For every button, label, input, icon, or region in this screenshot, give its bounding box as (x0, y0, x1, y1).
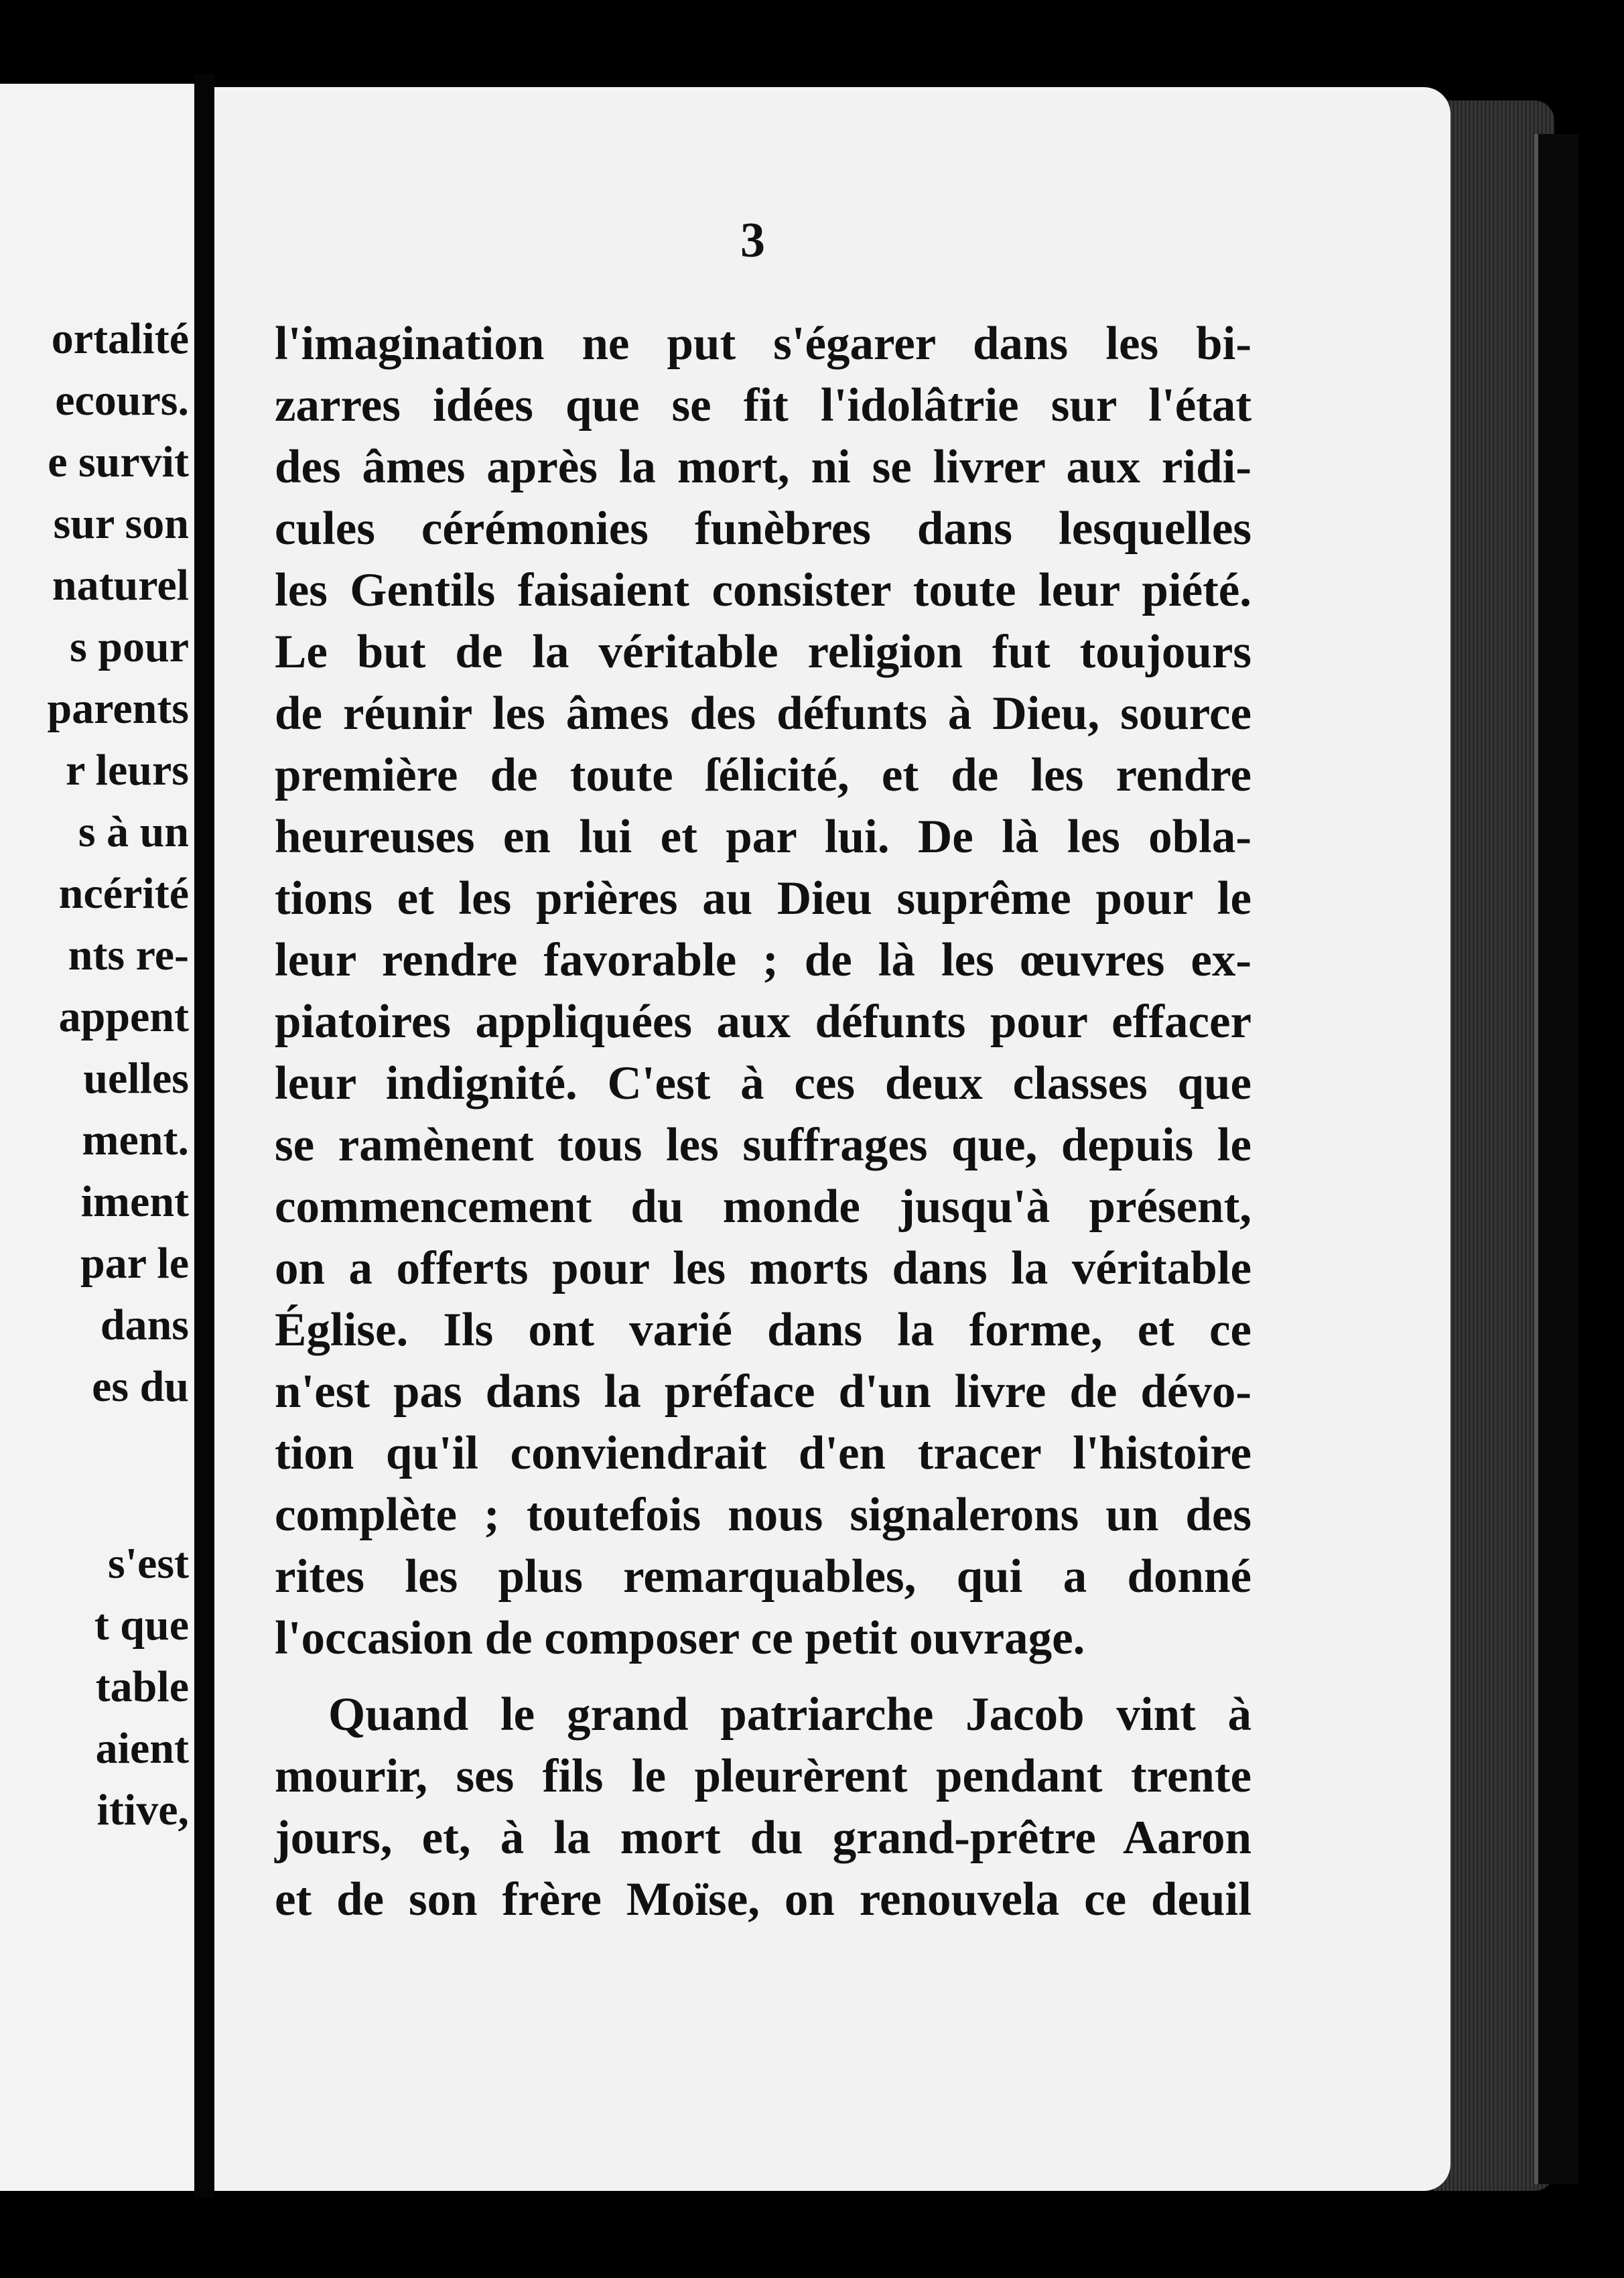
text-line: complète ; toutefois nous signalerons un des (275, 1489, 1251, 1541)
text-line: zarres idées que se fit l'idolâtrie sur l'état (275, 379, 1251, 431)
left-fragment: nts re- (68, 931, 189, 980)
text-line: et de son frère Moïse, on renouvela ce deuil (275, 1873, 1251, 1926)
left-fragment: iment (80, 1177, 189, 1226)
book-cover-edge (1534, 134, 1578, 2184)
text-line: leur indignité. C'est à ces deux classes que (275, 1057, 1251, 1110)
left-fragment: s'est (108, 1539, 189, 1588)
text-line: n'est pas dans la préface d'un livre de dévo- (275, 1365, 1251, 1418)
left-fragment: dans (100, 1300, 189, 1349)
left-fragment: ncérité (58, 869, 189, 918)
left-fragment: par le (80, 1239, 189, 1288)
left-fragment: itive, (96, 1786, 189, 1834)
text-line: tion qu'il conviendrait d'en tracer l'histoire (275, 1427, 1251, 1479)
text-line: on a offerts pour les morts dans la véritable (275, 1242, 1251, 1294)
left-fragment: ortalité (51, 314, 189, 363)
left-fragment: e survit (48, 438, 189, 486)
text-line: heureuses en lui et par lui. De là les obla- (275, 811, 1251, 863)
text-line: Quand le grand patriarche Jacob vint à (328, 1688, 1251, 1741)
text-line: Église. Ils ont varié dans la forme, et ce (275, 1304, 1251, 1356)
text-line: piatoires appliquées aux défunts pour effacer (275, 996, 1251, 1048)
left-fragment: appent (58, 992, 189, 1041)
text-line: Le but de la véritable religion fut toujours (275, 626, 1251, 678)
left-fragment: s pour (70, 622, 189, 671)
left-fragment: ment. (82, 1116, 189, 1164)
book-gutter (194, 74, 214, 2198)
left-fragment: s à un (78, 807, 189, 856)
text-line: leur rendre favorable ; de là les œuvres ex- (275, 934, 1251, 986)
text-line: rites les plus remarquables, qui a donné (275, 1550, 1251, 1603)
left-fragment: table (95, 1662, 189, 1711)
left-fragment: es du (92, 1362, 189, 1411)
left-fragment: parents (47, 684, 189, 733)
text-line: les Gentils faisaient consister toute leur piété. (275, 564, 1251, 616)
page-number: 3 (740, 213, 765, 268)
text-line: jours, et, à la mort du grand-prêtre Aaron (275, 1812, 1251, 1864)
text-line: commencement du monde jusqu'à présent, (275, 1181, 1251, 1233)
text-line: de réunir les âmes des défunts à Dieu, source (275, 687, 1251, 740)
text-line: cules cérémonies funèbres dans lesquelles (275, 503, 1251, 555)
left-fragment: naturel (52, 561, 189, 610)
left-fragment: t que (94, 1601, 189, 1650)
text-line: se ramènent tous les suffrages que, depuis le (275, 1119, 1251, 1171)
left-fragment: uelles (83, 1054, 189, 1103)
left-fragment: r leurs (66, 746, 189, 795)
previous-page (0, 84, 194, 2191)
text-line: l'occasion de composer ce petit ouvrage. (275, 1612, 1085, 1664)
text-line: des âmes après la mort, ni se livrer aux ridi- (275, 441, 1251, 493)
text-line: mourir, ses fils le pleurèrent pendant trente (275, 1750, 1251, 1802)
left-fragment: aient (95, 1724, 189, 1773)
text-line: tions et les prières au Dieu suprême pour le (275, 872, 1251, 925)
left-fragment: ecours. (55, 376, 189, 425)
text-line: première de toute ſélicité, et de les rendre (275, 749, 1251, 801)
text-line: l'imagination ne put s'égarer dans les bi- (275, 318, 1251, 370)
left-fragment: sur son (53, 499, 189, 548)
